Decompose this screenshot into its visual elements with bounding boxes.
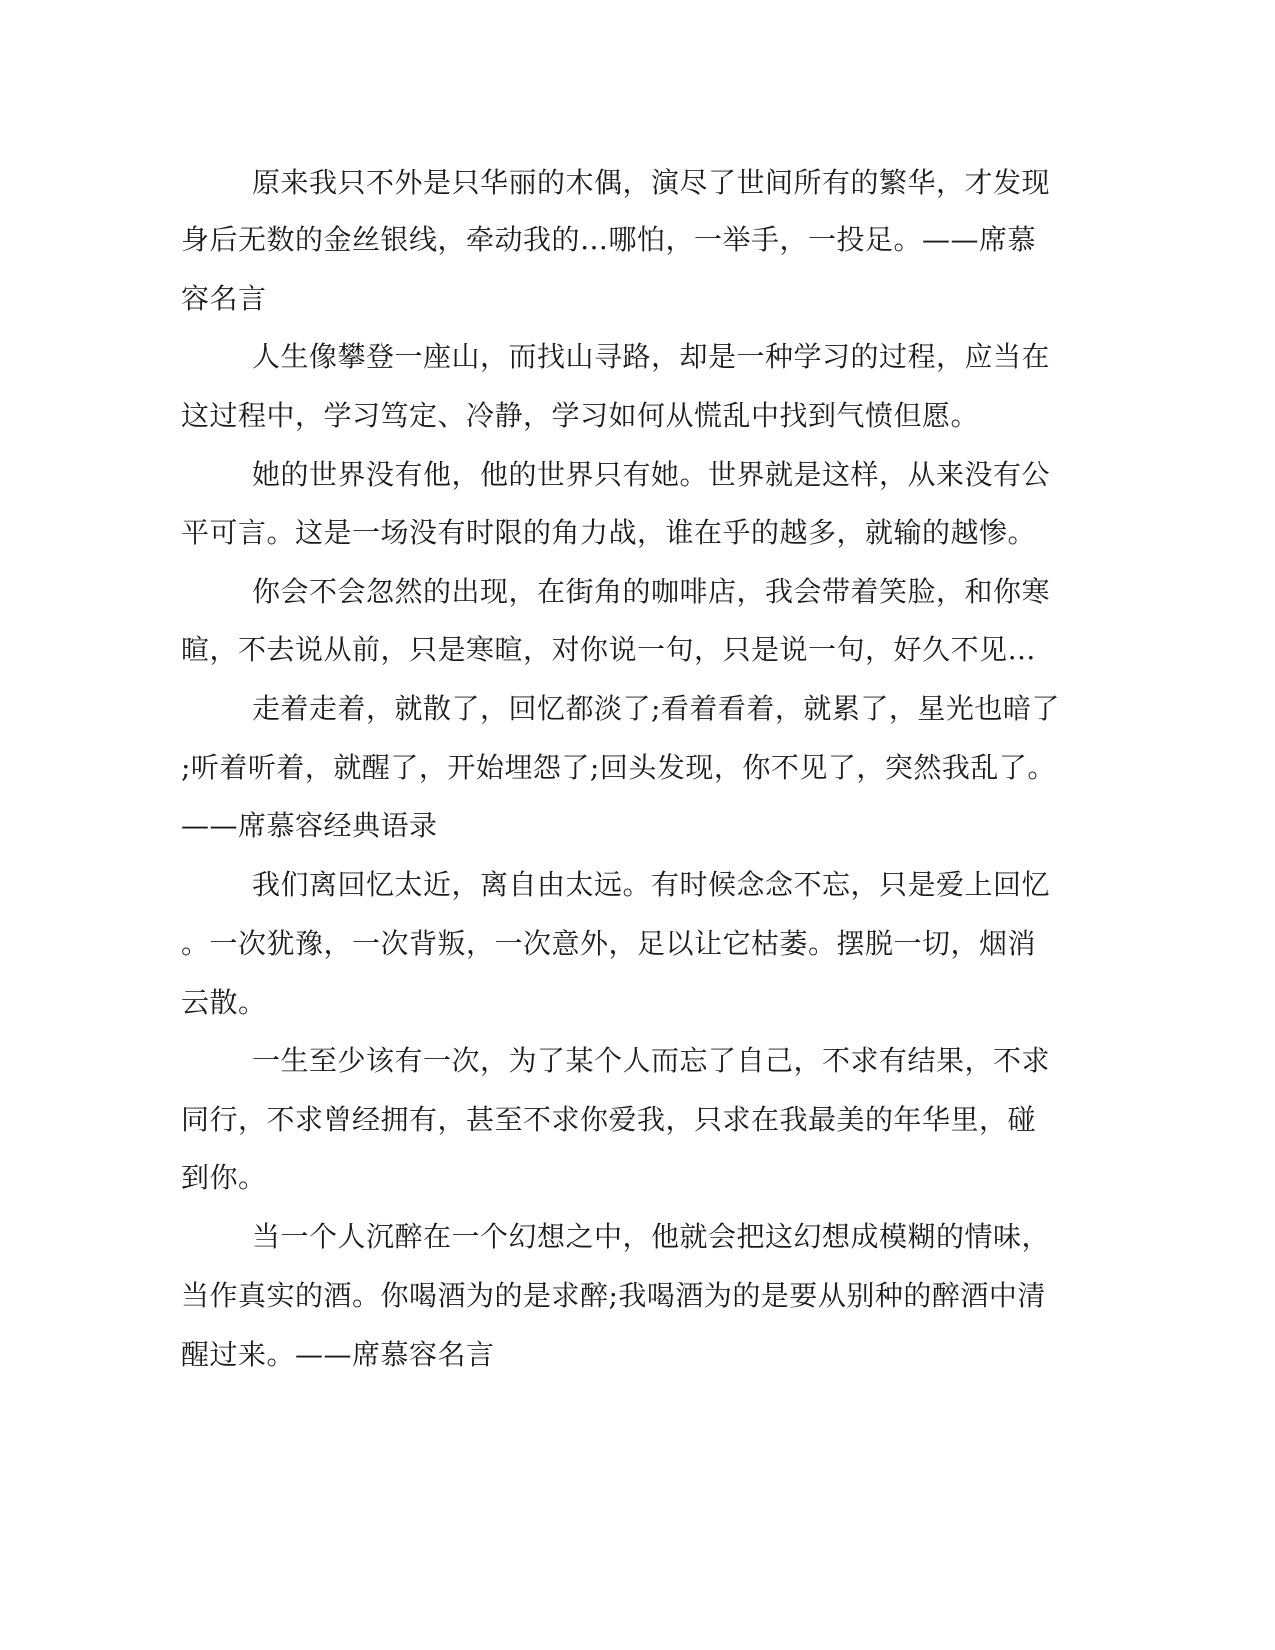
- paragraph-line: 人生像攀登一座山，而找山寻路，却是一种学习的过程，应当在: [252, 340, 1051, 373]
- paragraph-line: ;听着听着，就醒了，开始埋怨了;回头发现，你不见了，突然我乱了。: [181, 751, 1056, 784]
- paragraph-line: 暄，不去说从前，只是寒暄，对你说一句，只是说一句，好久不见…: [181, 633, 1037, 666]
- paragraph-line: 原来我只不外是只华丽的木偶，演尽了世间所有的繁华，才发现: [252, 166, 1051, 199]
- paragraph-line: 到你。: [181, 1161, 267, 1194]
- paragraph-line: 平可言。这是一场没有时限的角力战，谁在乎的越多，就输的越惨。: [181, 516, 1037, 549]
- paragraph-line: 当作真实的酒。你喝酒为的是求醉;我喝酒为的是要从别种的醉酒中清: [181, 1279, 1046, 1312]
- paragraph-line: 你会不会忽然的出现，在街角的咖啡店，我会带着笑脸，和你寒: [252, 575, 1051, 608]
- paragraph-line: 云散。: [181, 986, 267, 1019]
- paragraph-line: 走着走着，就散了，回忆都淡了;看着看着，就累了，星光也暗了: [252, 692, 1060, 725]
- paragraph-line: 一生至少该有一次，为了某个人而忘了自己，不求有结果，不求: [252, 1044, 1051, 1077]
- paragraph-line: 这过程中，学习笃定、冷静，学习如何从慌乱中找到气愤但愿。: [181, 399, 980, 432]
- paragraph-line: 醒过来。——席慕容名言: [181, 1338, 495, 1371]
- paragraph-line: 她的世界没有他，他的世界只有她。世界就是这样，从来没有公: [252, 458, 1051, 491]
- paragraph-line: 同行，不求曾经拥有，甚至不求你爱我，只求在我最美的年华里，碰: [181, 1103, 1037, 1136]
- paragraph-line: 我们离回忆太近，离自由太远。有时候念念不忘，只是爱上回忆: [252, 868, 1051, 901]
- paragraph-line: 。一次犹豫，一次背叛，一次意外，足以让它枯萎。摆脱一切，烟消: [181, 927, 1037, 960]
- paragraph-line: ——席慕容经典语录: [181, 809, 438, 842]
- paragraph-line: 身后无数的金丝银线，牵动我的…哪怕，一举手，一投足。——席慕: [181, 223, 1037, 256]
- paragraph-line: 当一个人沉醉在一个幻想之中，他就会把这幻想成模糊的情味，: [252, 1220, 1051, 1253]
- paragraph-line: 容名言: [181, 282, 267, 315]
